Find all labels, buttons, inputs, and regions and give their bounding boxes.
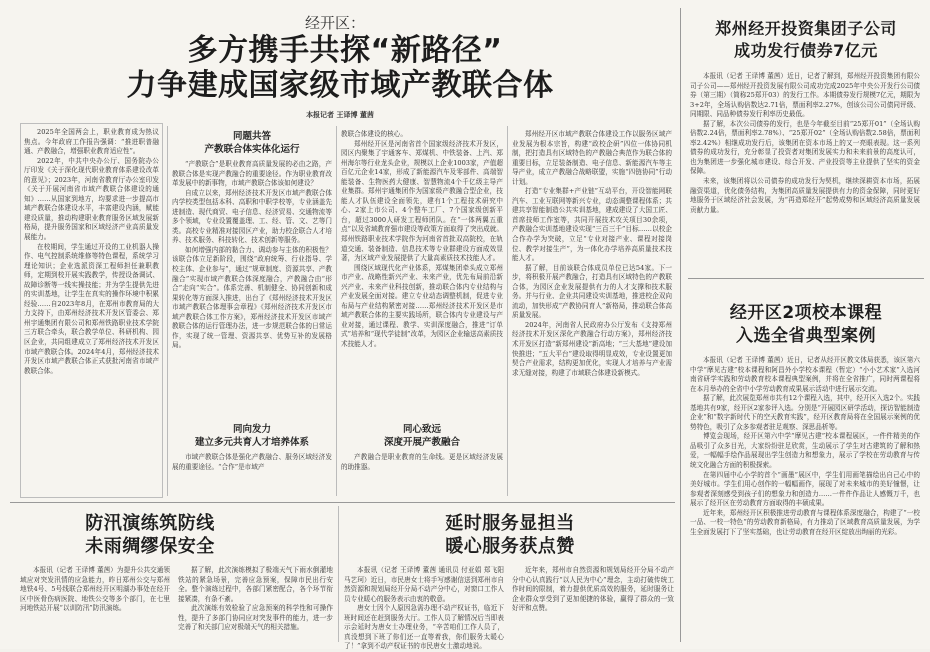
divider: [680, 8, 681, 642]
course-headline-line2: 入选全省典型案例: [736, 326, 876, 346]
divider: [338, 506, 339, 642]
body-paragraph: 未来，该集团将以公司债券的成功发行为契机，继续深耕资本市场，拓展融资渠道，优化债务结构，为集团高质量发展提供有力的资金保障，同时更好地服务于区域经济社会发展，为“再造郑经开”起势成势和区域经济高质量发展贡献力量。: [690, 177, 920, 214]
main-headline-line2: 力争建成国家级市域产教联合体: [126, 68, 554, 103]
body-paragraph: 据了解，此次演练模拟了极端天气下雨水倒灌地铁站的紧急场景，完善应急预案，保障市民出行安全。整个演练过程中，各部门紧密配合，各个环节衔接紧凑，有条不紊。: [178, 566, 333, 603]
main-kicker: 经开区：: [304, 14, 365, 32]
lead-paragraph: 在校期间，学生通过开设的工业机器人操作、电气控制系统维修等特色课程，系统学习理论知识；企业选派资深工程师担任兼职教师，定期到校开展实践教学，传授设备调试、故障诊断等一线实操技能；并为学生提供先进的实训基地，让学生在真实的操作环境中积累经验……自2023年8月，在郑州市教育局的大力支持下，由郑州经济技术开发区管委会、郑州宇通集团有限公司和郑州铁路职业技术学院三方联合牵头，联合教学单位、科研机构、园区企业，共同组建成立了郑州经济技术开发区市域产教联合体。2024年4月，郑州经济技术开发区市域产教联合体正式获批河南省市域产教联合体。: [24, 242, 159, 375]
column-2-text-bottom: [172, 453, 332, 493]
body-paragraph: 据了解，此次展览郑州市共有12个课程入选，其中，经开区入选2个。实践基地共有9家，经开区2家参评入选。分别是“开展园区研学活动，探访智能制造企业”和“数字新时代下的空天教育实践”，经开区教育局将在全国展示案例的优势特色，吸引了众多参观者驻足观察、深思品析等。: [690, 394, 920, 431]
body-paragraph: 教联合体建设的核心。: [341, 130, 407, 138]
body-paragraph: 围绕区域现代化产业体系，郑煤集团牵头成立郑州市产业、战略性新兴产业、未来产业，优先布局前沿新兴产业、未来产业科技创新，推动联合体内专业结构与产业发展全面对接。建立专业动态调整机制，促进专业布局与产业结构紧密对接……郑州经济技术开发区是市域产教联合体的主要实践场所，联合体内专业建设与产业对接，通过课程、教学、实训深度融合，推进“订单式”培养和“现代学徒制”改革，为园区企业输送高素质技术技能人才。: [341, 263, 503, 349]
bond-article-text: [690, 72, 920, 272]
subhead-1-line1: 同题共答: [232, 131, 271, 142]
service-article-col2: [512, 566, 674, 642]
body-paragraph: 产教融合是职业教育的生命线。更是区域经济发展的助推器。: [341, 453, 503, 471]
body-paragraph: 此次演练有效检验了应急预案的科学性和可操作性，提升了多部门协同应对突发事件的能力，进一步完善了和关部门应对极端天气的相关措施。: [178, 604, 333, 632]
divider: [688, 278, 924, 279]
course-article-text: [690, 356, 920, 642]
body-paragraph: 唐女士因个人原因急需办理不动产权证书，临近下班时间还在赶到服务大厅。工作人员了解情况后当即表示会延时为唐女士办理业务，“辛苦咱们工作人员了，真没想到下班了你们还一直等着我，你们服务太暖心了！”拿到不动产权证书的市民唐女士激动地说。: [344, 604, 504, 651]
body-paragraph: 本报讯（记者 王译博 董茜）近日，记者从经开区教文体局获悉，该区第六中学“摩见古建”校本课程和阿昌外小学校本课程（暂定）“小小艺术家”入选河南省研学实践和劳动教育校本课程典型案例，并将在全省推广，同时两课程将在本月举办的全省中小学劳动教育成果展示活动中进行展示交流。: [690, 356, 920, 393]
subhead-2-line2: 建立多元共育人才培养体系: [194, 437, 309, 448]
body-paragraph: 如何增强内部的黏合力、调动参与主体的积极性？该联合体立足新阶段，围绕“政府统筹、行业指导、学校主体、企业参与”，通过“规章制度、资源共享、产教融合”实现市域产教联合体深度融合，产教融合由“形合”走向“实合”。体系完善、机制健全、协同创新和成果转化等方面深入推进，出台了《郑州经济技术开发区市域产教联合体理事会章程》《郑州经济技术开发区市域产教联合体工作方案》，郑州经济技术开发区市域产教联合体的运行管理办法，进一步规范联合体的日常运作，实现了统一管理、资源共享、优势互补的发展格局。: [172, 245, 332, 350]
divider: [167, 126, 168, 496]
bond-headline-line1: 郑州经开投资集团子公司: [715, 19, 897, 38]
column-4-text: [512, 130, 672, 496]
flood-article-col1: [20, 566, 170, 642]
bond-headline-line2: 成功发行债券7亿元: [734, 41, 878, 60]
body-paragraph: 郑州经开区市域产教联合体建设工作以服务区域产业发展为根本宗旨，构建“政校企研”四位一体协同机制，把打造具有区域特色的产教融合典范作为联合体的重要目标，立足装备制造、电子信息、新能源汽车等主导产业，成立产教融合战略联盟，实施“四链协同”行动计划。: [512, 130, 672, 186]
body-paragraph: “产教联合”是职业教育高质量发展的必由之路，产教联合体是实现产教融合的重要途径。作为职业教育改革发展中的新事物，市域产教联合体该如何建设？: [172, 160, 332, 188]
lead-paragraph: 2025年全国两会上，职业教育成为热议焦点。今年政府工作报告强调：“推进职普融通、产教融合，增强职业教育适应性”。: [24, 128, 159, 156]
body-paragraph: 在第四届中心小学的首个“画墨”展区中，学生们用画笔描绘出自己心中的美好城市。学生们用心创作的一幅幅画作，展现了对未来城市的美好憧憬，让参观者深刻感受到孩子们的想象力和创造力……一件件作品让人感慨万千，也展示了经开区在劳动教育方面取得的丰硕成果。: [690, 470, 920, 508]
column-2-text: [172, 160, 332, 425]
service-headline-line2: 暖心服务获点赞: [445, 536, 575, 557]
body-paragraph: 打造“专业集群+产业链”互动平台，开设智能网联汽车、工业互联网等新兴专业，动态调整课程体系；共建共享智能制造公共实训基地，建成建设了大国工匠、首席技师工作室等，共同开展技术攻关项目30余项，产教融合实训基地建设实现“三百三千”目标……以校企合作办学为突破，立足“专业对接产业、课程对接岗位、教学对接生产”，为一体化办学培养高质量技术技能人才。: [512, 187, 672, 263]
body-paragraph: 据了解，目前该联合体成员单位已达54家。下一步，将积极开展产教融合，打造具有区域特色的产教联合体，为园区企业发展提供有力的人才支撑和技术服务。并与行业、企业共同建设实训基地，推进校企双向流动，加快形成“产教协同育人”新格局，推动联合体高质量发展。: [512, 263, 672, 320]
body-paragraph: 本报讯（记者 王译博 董茜）近日，记者了解到，郑州经开投资集团有限公司子公司——郑州经开投资发展有限公司成功完成2025年中央公开发行公司债券（第三期）（简称25郑开03）的发行工作。本期债券发行规模7亿元，期限为3+2年，全场认购倍数达2.71倍，票面利率2.27%，创该公司公司债同评级、同期限、同品种债券发行利率历史最低。: [690, 72, 920, 119]
flood-headline-line1: 防汛演练筑防线: [85, 513, 215, 534]
column-3-text: [341, 130, 503, 426]
body-paragraph: 2024年，河南省人民政府办公厅发布《支持郑州经济技术开发区深化产教融合行动方案》，郑州经济技术开发区打造“新郑州建设”新高地；“三大基地”建设加快推进；“五大平台”建设取得明显成效，专业设置更加契合产业需求，结构更加优化，实现人才培养与产业需求无缝对接，构建了市域联合体建设新模式。: [512, 320, 672, 377]
course-headline-line1: 经开区2项校本课程: [729, 303, 883, 323]
body-paragraph: 近年来，郑州市自然资源和规划局经开分局不动产分中心认真践行“以人民为中心”理念，主动打破传统工作时间的限制，着力提供优质高效的服务，延时服务让企业群众享受到了更加便捷的体验，赢得了群众的一致好评和点赞。: [512, 566, 674, 613]
body-paragraph: 本报讯（记者 王译博 董茜 通讯员 付亚娟 郑飞阳 马艺珂）近日，市民唐女士将手写感谢信送到郑州市自然资源和规划局经开分局不动产分中心，对窗口工作人员专业暖心的服务表示由衷的敬意。: [344, 566, 504, 603]
service-article-col1: [344, 566, 504, 651]
main-headline-line1: 多方携手共探“新路径”: [187, 33, 503, 68]
body-paragraph: 自成立以来，郑州经济技术开发区市域产教联合体内学校类型包括本科、高职和中职学校等，专业涵盖先进制造、现代商贸、电子信息、经济贸易、交通物流等多个领域，专业设置覆盖理、工、经、管、文、艺等门类。高校专业精准对接园区产业，助力校企联合人才培养、技术服务、科技转化、技术创新等服务。: [172, 188, 332, 245]
divider: [507, 126, 508, 496]
subhead-3-line2: 深度开展产教融合: [383, 437, 460, 448]
flood-article-col2: [178, 566, 333, 642]
body-paragraph: 据了解，本次公司债券的发行，也是今年截至目前“25郑开01”（全场认购倍数2.24倍，票面利率2.78%）、“25郑开02”（全场认购倍数2.58倍，票面利率2.42%）相继成功发行后，该集团在资本市场上的又一亮眼表现。这一系列债券的成功发行，充分彰显了投资者对集团发展实力和未来前景的高度认可，也为集团进一步强化城市建设、综合开发、产业投资等主业提供了坚实的资金保障。: [690, 119, 920, 176]
lead-column: [24, 128, 159, 494]
body-paragraph: 市域产教联合体是强化产教融合、服务区域经济发展的重要途径。“合作”是市域产: [172, 453, 332, 471]
divider: [10, 502, 675, 503]
service-headline-line1: 延时服务显担当: [445, 513, 575, 534]
subhead-1-line2: 产教联合体实体化运行: [204, 144, 300, 155]
body-paragraph: 近年来，郑州经开区积极推进劳动教育与课程体系深度融合，构建了“一校一品、一校一特色”的劳动教育新格局，有力推动了区域教育高质量发展，为学生全面发展打下了坚实基础，也让劳动教育在经开区绽放出绚丽的光彩。: [690, 508, 920, 536]
main-byline: 本报记者 王译博 董茜: [306, 111, 374, 119]
body-paragraph: 郑州经开区是河南省首个国家级经济技术开发区，园区内聚集了宇通客车、郑煤机、中铁装备、上汽、郑州海尔等行业龙头企业，规模以上企业1003家，产值超百亿元企业14家，形成了新能源汽车及零部件、高端智能装备、生物医药大健康、智慧物流4个千亿级主导产业集群。郑州宇通集团作为国家级产教融合型企业，技能人才队伍建设全面领先，建有1个工程技术研究中心、2家上市公司、4个整车工厂、7个国家级创新平台，超过3000人研发工程师团队。在“一体两翼五重点”以及省域教育强市建设等政策方面取得了突出成就。郑州铁路职业技术学院作为河南省首批双高院校，在轨道交通、装备制造、信息技术等专业群建设方面成效显著，为区域产业发展提供了大量高素质技术技能人才。: [341, 139, 503, 263]
divider: [336, 126, 337, 496]
body-paragraph: 本报讯（记者 王译博 董茜）为提升公共交通领域应对突发汛情的应急能力，昨日郑州公交与郑州地铁4号、5号线联合郑州经开区明湖办事处在经开区中医骨伤病医院、地铁公交等多个部门，在七里河地铁站开展“以训防汛”防汛演练。: [20, 566, 170, 613]
subhead-3-line1: 同心致远: [402, 424, 441, 435]
column-3-text-bottom: [341, 453, 503, 493]
subhead-2-line1: 同向发力: [232, 424, 271, 435]
flood-headline-line2: 未雨绸缪保安全: [85, 536, 215, 557]
body-paragraph: 博览会现场，经开区第六中学“摩见古建”校本课程展区，一件件精美的作品吸引了众多目光，大家纷纷驻足欣赏，生动展示了学生对古建筑的了解和热爱，一幅幅手绘作品展现出学生创造力和想象力，展示了学校在劳动教育与传统文化融合方面的积极探索。: [690, 432, 920, 470]
lead-paragraph: 2022年，中共中央办公厅、国务院办公厅印发《关于深化现代职业教育体系建设改革的意见》；2023年，河南省教育厅办公室印发《关于开展河南省市域产教联合体建设的通知》……从国家到地方，均要求进一步提高市域产教联合体建设水平，丰富建设内涵，赋能建设质量，推动构建职业教育服务区域发展新格局，提升服务国家和区域经济产业高质量发展能力。: [24, 156, 159, 242]
